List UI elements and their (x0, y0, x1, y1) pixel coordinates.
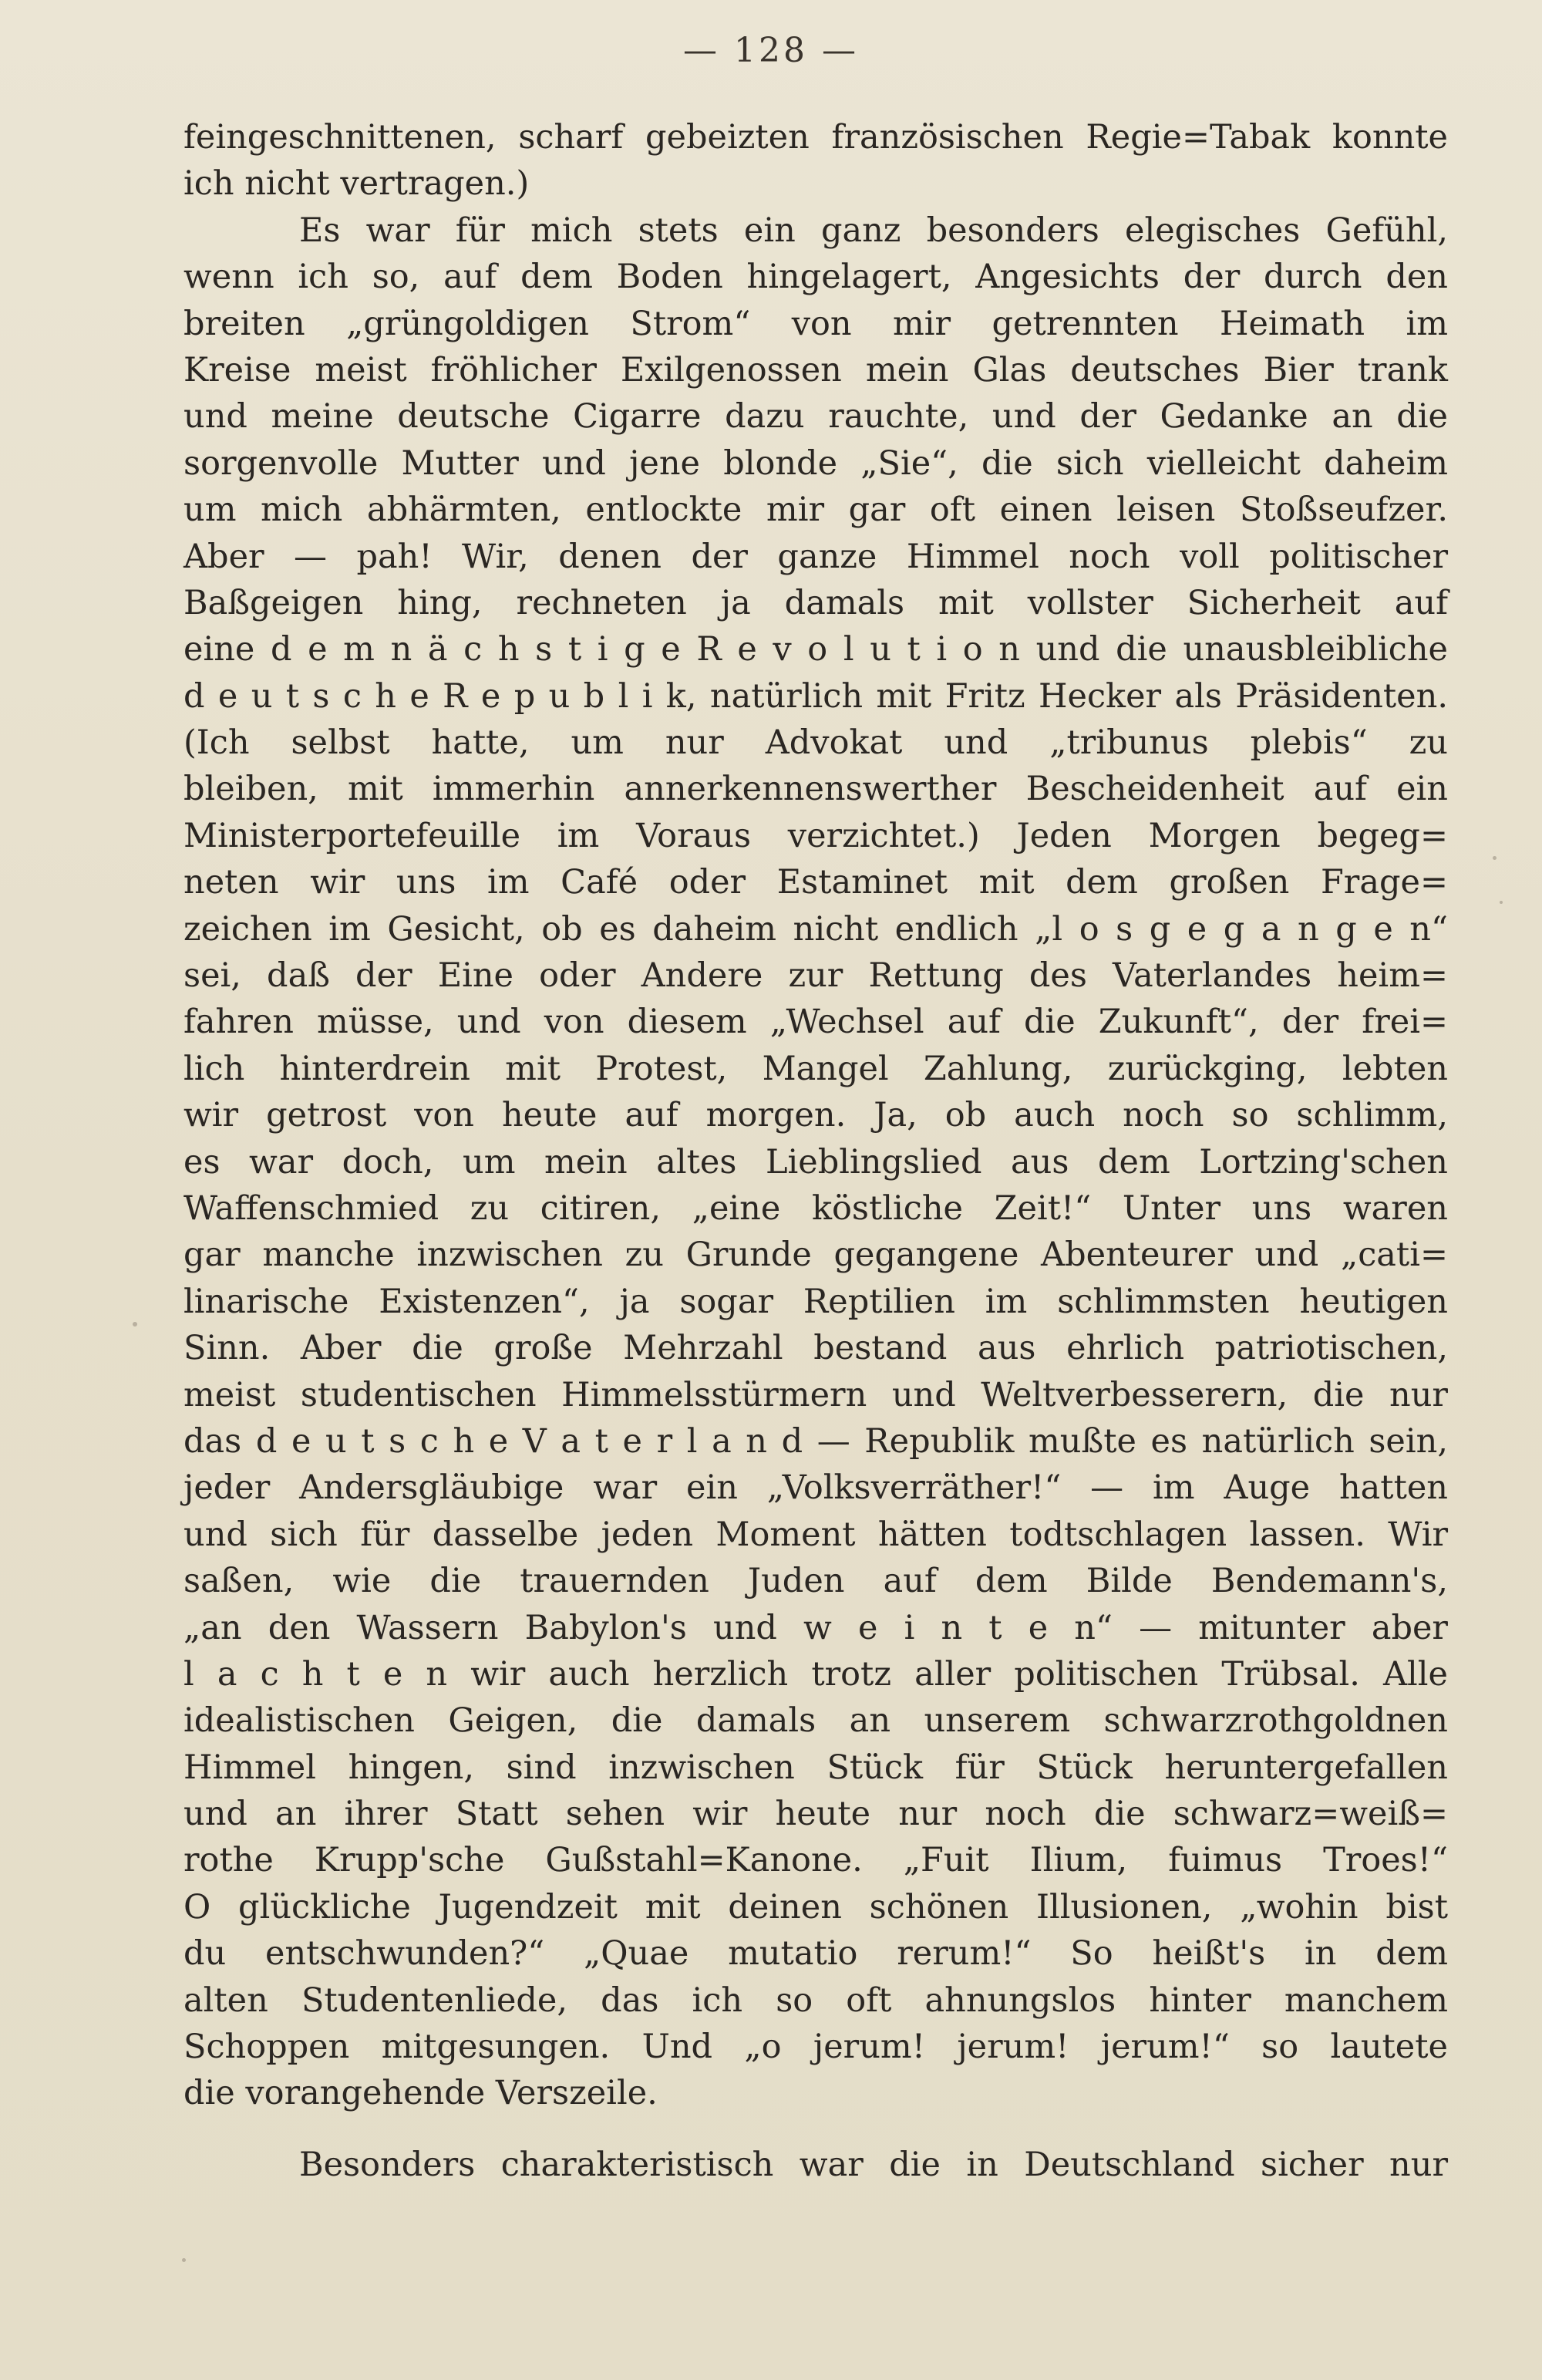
text-line: l a c h t e n wir auch herzlich trotz aller politischen Trübsal. Alle (183, 1654, 1448, 1694)
paragraph (183, 207, 1448, 2117)
text-line: eine d e m n ä c h s t i g e R e v o l u t i o n und die unausbleibliche (183, 630, 1448, 669)
text-line: es war doch, um mein altes Lieblingslied aus dem Lortzing'schen (183, 1142, 1448, 1182)
text-line: breiten „grüngoldigen Strom“ von mir getrennten Heimath im (183, 304, 1448, 343)
text-line: gar manche inzwischen zu Grunde gegangene Abenteurer und „cati= (183, 1236, 1448, 1275)
text-line: (Ich selbst hatte, um nur Advokat und „tribunus plebis“ zu (183, 723, 1448, 763)
text-line: jeder Andersgläubige war ein „Volksverräther!“ — im Auge hatten (183, 1468, 1448, 1508)
text-line: und sich für dasselbe jeden Moment hätten todtschlagen lassen. Wir (183, 1515, 1448, 1554)
text-line: Sinn. Aber die große Mehrzahl bestand aus ehrlich patriotischen, (183, 1329, 1448, 1368)
text-line: „an den Wassern Babylon's und w e i n t e n“ — mitunter aber (183, 1608, 1448, 1647)
text-line: Aber — pah! Wir, denen der ganze Himmel noch voll politischer (183, 537, 1448, 576)
text-line: Baßgeigen hing, rechneten ja damals mit vollster Sicherheit auf (183, 583, 1448, 622)
text-line: ich nicht vertragen.) (183, 164, 530, 204)
text-line: sorgenvolle Mutter und jene blonde „Sie“, die sich vielleicht daheim (183, 443, 1448, 483)
paragraph-continuation (183, 114, 1448, 207)
text-line: Himmel hingen, sind inzwischen Stück für Stück heruntergefallen (183, 1748, 1448, 1787)
text-line: linarische Existenzen“, ja sogar Reptilien im schlimmsten heutigen (183, 1282, 1448, 1321)
text-line: und meine deutsche Cigarre dazu rauchte, und der Gedanke an die (183, 397, 1448, 437)
text-line: sei, daß der Eine oder Andere zur Rettung des Vaterlandes heim= (183, 956, 1448, 996)
text-line: O glückliche Jugendzeit mit deinen schönen Illusionen, „wohin bist (183, 1887, 1448, 1927)
text-line: Besonders charakteristisch war die in Deutschland sicher nur (299, 2145, 1448, 2184)
text-line: Es war für mich stets ein ganz besonders elegisches Gefühl, (299, 211, 1448, 250)
text-line: Waffenschmied zu citiren, „eine köstliche Zeit!“ Unter uns waren (183, 1188, 1448, 1228)
text-line: meist studentischen Himmelsstürmern und Weltverbesserern, die nur (183, 1375, 1448, 1414)
text-line: wir getrost von heute auf morgen. Ja, ob auch noch so schlimm, (183, 1096, 1448, 1135)
text-line: idealistischen Geigen, die damals an unserem schwarzrothgoldnen (183, 1701, 1448, 1741)
paper-speck (133, 1322, 137, 1327)
text-line: Ministerportefeuille im Voraus verzichtet.) Jeden Morgen begeg= (183, 816, 1448, 855)
text-line: lich hinterdrein mit Protest, Mangel Zahlung, zurückging, lebten (183, 1049, 1448, 1088)
text-line: zeichen im Gesicht, ob es daheim nicht endlich „l o s g e g a n g e n“ (183, 909, 1448, 949)
paper-speck (1500, 901, 1503, 904)
body-text (183, 114, 1448, 2188)
text-line: und an ihrer Statt sehen wir heute nur noch die schwarz=weiß= (183, 1795, 1448, 1834)
text-line: das d e u t s c h e V a t e r l a n d — Republik mußte es natürlich sein, (183, 1421, 1448, 1461)
text-line: bleiben, mit immerhin annerkennenswerther Bescheidenheit auf ein (183, 770, 1448, 809)
text-line: wenn ich so, auf dem Boden hingelagert, Angesichts der durch den (183, 258, 1448, 297)
text-line: Kreise meist fröhlicher Exilgenossen mein Glas deutsches Bier trank (183, 350, 1448, 389)
text-line: neten wir uns im Café oder Estaminet mit dem großen Frage= (183, 863, 1448, 902)
text-line: rothe Krupp'sche Gußstahl=Kanone. „Fuit Ilium, fuimus Troes!“ (183, 1841, 1448, 1880)
text-line: du entschwunden?“ „Quae mutatio rerum!“ So heißt's in dem (183, 1934, 1448, 1974)
page-number: — 128 — (683, 31, 859, 70)
text-line: d e u t s c h e R e p u b l i k, natürlich mit Fritz Hecker als Präsidenten. (183, 676, 1448, 716)
text-line: die vorangehende Verszeile. (183, 2074, 658, 2113)
text-line: um mich abhärmten, entlockte mir gar oft einen leisen Stoßseufzer. (183, 490, 1448, 530)
text-line: alten Studentenliede, das ich so oft ahnungslos hinter manchem (183, 1981, 1448, 2020)
paper-speck (1493, 856, 1497, 860)
paper-speck (182, 2258, 186, 2262)
text-line: fahren müsse, und von diesem „Wechsel auf die Zukunft“, der frei= (183, 1003, 1448, 1042)
text-line: Schoppen mitgesungen. Und „o jerum! jerum! jerum!“ so lautete (183, 2028, 1448, 2067)
paragraph (183, 2142, 1448, 2188)
text-line: saßen, wie die trauernden Juden auf dem Bilde Bendemann's, (183, 1562, 1448, 1601)
text-line: feingeschnittenen, scharf gebeizten französischen Regie=Tabak konnte (183, 118, 1448, 157)
